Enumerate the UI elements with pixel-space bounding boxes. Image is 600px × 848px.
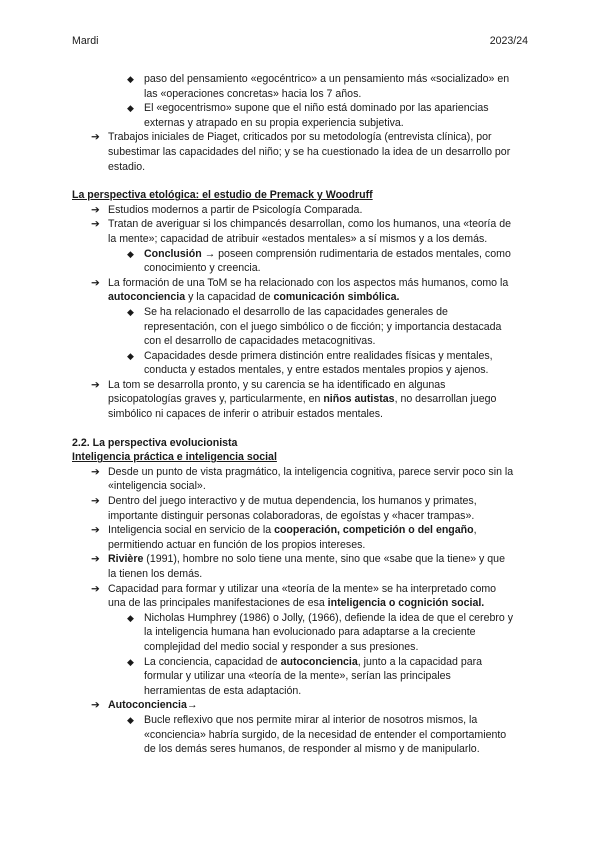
bullet-text: → poseen comprensión rudimentaria de estados mentales, como conocimiento y creencia. xyxy=(144,247,511,275)
arrow-text: Trabajos iniciales de Piaget, criticados por su metodología (entrevista clínica), por subestimar las capacidades del niño; y se ha cuestionado la idea de un desarrollo por estadio. xyxy=(108,131,511,173)
header-right: 2023/24 xyxy=(489,35,528,47)
arrow-text: Capacidad para formar y utilizar una «teoría de la mente» se ha interpretado como una de las principales manifestaciones de esa xyxy=(108,582,497,610)
bold-term: Autoconciencia→ xyxy=(108,699,198,712)
arrow-bullet-icon: ➔ xyxy=(91,218,100,231)
bullet-item xyxy=(0,101,600,130)
diamond-bullet-icon: ◆ xyxy=(127,248,134,259)
arrow-item xyxy=(0,582,600,611)
arrow-text: Dentro del juego interactivo y de mutua dependencia, los humanos y primates, importante distinguir personas colaboradoras, de egoístas y «hacer trampas». xyxy=(108,495,477,522)
bold-term: cooperación, competición o del engaño xyxy=(274,524,474,537)
bullet-text: El «egocentrismo» supone que el niño está dominado por las apariencias externas y atrapado en su propia experiencia subjetiva. xyxy=(144,102,489,129)
section-heading-evolucionista: 2.2. La perspectiva evolucionista xyxy=(72,436,238,449)
bullet-text: Bucle reflexivo que nos permite mirar al interior de nosotros mismos, la «conciencia» habría surgido, de la necesidad de entender el comportamiento de los demás seres humanos, de responder al mismo y de manipularlo. xyxy=(144,713,507,756)
arrow-bullet-icon: ➔ xyxy=(91,276,100,289)
bullet-text: La conciencia, capacidad de xyxy=(144,655,281,668)
bold-term: Rivière xyxy=(108,553,144,566)
bold-term: niños autistas xyxy=(323,393,395,406)
diamond-bullet-icon: ◆ xyxy=(127,714,134,725)
bullet-text: Se ha relacionado el desarrollo de las capacidades generales de representación, con el juego simbólico o de ficción; y importancia destacada con el desarrollo de capacidades metacognitivas. xyxy=(144,305,502,348)
bullet-text: Capacidades desde primera distinción entre realidades físicas y mentales, conducta y estados mentales, y entre estados mentales propios y ajenos. xyxy=(144,349,493,377)
page-header xyxy=(72,34,528,50)
bold-term: autoconciencia xyxy=(108,291,186,304)
arrow-item xyxy=(0,523,600,552)
header-left: Mardi xyxy=(72,35,99,47)
arrow-text: , permitiendo actuar en función de los propios intereses. xyxy=(108,524,477,551)
arrow-bullet-icon: ➔ xyxy=(91,524,100,537)
arrow-item xyxy=(0,465,600,494)
bullet-item xyxy=(0,247,600,276)
bold-term: Conclusión xyxy=(144,247,202,260)
bullet-text: paso del pensamiento «egocéntrico» a un pensamiento más «socializado» en las «operaciones concretas» hacia los 7 años. xyxy=(144,73,510,100)
arrow-bullet-icon: ➔ xyxy=(91,378,100,391)
arrow-text: (1991), hombre no solo tiene una mente, sino que «sabe que la tiene» y que la tienen los demás. xyxy=(108,553,505,580)
arrow-text: La formación de una ToM se ha relacionado con los aspectos más humanos, como la xyxy=(108,276,509,289)
document-body xyxy=(0,72,600,757)
bold-term: inteligencia o cognición social. xyxy=(327,597,485,610)
arrow-text: Tratan de averiguar si los chimpancés desarrollan, como los humanos, una «teoría de la mente»; capacidad de atribuir «estados mentales» a sí mismos y a los demás. xyxy=(108,218,511,245)
arrow-bullet-icon: ➔ xyxy=(91,465,100,478)
bullet-item xyxy=(0,349,600,378)
arrow-item xyxy=(0,203,600,218)
arrow-item xyxy=(0,217,600,246)
diamond-bullet-icon: ◆ xyxy=(127,612,134,623)
arrow-text: La tom se desarrolla pronto, y su carencia se ha identificado en algunas psicopatologías graves y, particularmente, en xyxy=(108,378,446,406)
bullet-text: Nicholas Humphrey (1986) o Jolly, (1966), defiende la idea de que el cerebro y la inteligencia humana han evolucionado para adaptarse a la creciente complejidad del medio social y responder a sus presiones. xyxy=(144,611,514,653)
subheading-inteligencia: Inteligencia práctica e inteligencia social xyxy=(72,451,277,464)
arrow-item xyxy=(0,698,600,713)
diamond-bullet-icon: ◆ xyxy=(127,350,134,361)
arrow-bullet-icon: ➔ xyxy=(91,699,100,712)
diamond-bullet-icon: ◆ xyxy=(127,74,134,84)
bullet-text: , junto a la capacidad para formular y utilizar una «teoría de la mente», serían las principales herramientas de esta adaptación. xyxy=(144,655,483,697)
arrow-item xyxy=(0,378,600,422)
diamond-bullet-icon: ◆ xyxy=(127,103,134,114)
bullet-item xyxy=(0,305,600,349)
arrow-text: Inteligencia social en servicio de la xyxy=(108,524,275,537)
arrow-bullet-icon: ➔ xyxy=(91,495,100,508)
arrow-item xyxy=(0,552,600,581)
arrow-item xyxy=(0,494,600,523)
bullet-item xyxy=(0,72,600,101)
section-heading-etologica: La perspectiva etológica: el estudio de Premack y Woodruff xyxy=(72,189,373,202)
arrow-text: y la capacidad de xyxy=(185,291,274,304)
arrow-text: Estudios modernos a partir de Psicología Comparada. xyxy=(108,203,363,216)
arrow-bullet-icon: ➔ xyxy=(91,203,100,216)
arrow-text: Desde un punto de vista pragmático, la inteligencia cognitiva, parece servir poco sin la «inteligencia social». xyxy=(108,465,514,493)
arrow-bullet-icon: ➔ xyxy=(91,553,100,566)
arrow-bullet-icon: ➔ xyxy=(91,582,100,595)
bullet-item xyxy=(0,713,600,757)
bullet-item xyxy=(0,611,600,655)
arrow-text: , no desarrollan juego simbólico ni capaces de inferir o atribuir estados mentales. xyxy=(108,393,497,421)
diamond-bullet-icon: ◆ xyxy=(127,656,134,667)
bold-term: comunicación simbólica. xyxy=(273,291,400,304)
bullet-item xyxy=(0,655,600,699)
arrow-item xyxy=(0,276,600,305)
bold-term: autoconciencia xyxy=(280,655,358,668)
diamond-bullet-icon: ◆ xyxy=(127,306,134,317)
arrow-item xyxy=(0,130,600,174)
arrow-bullet-icon: ➔ xyxy=(91,131,100,144)
